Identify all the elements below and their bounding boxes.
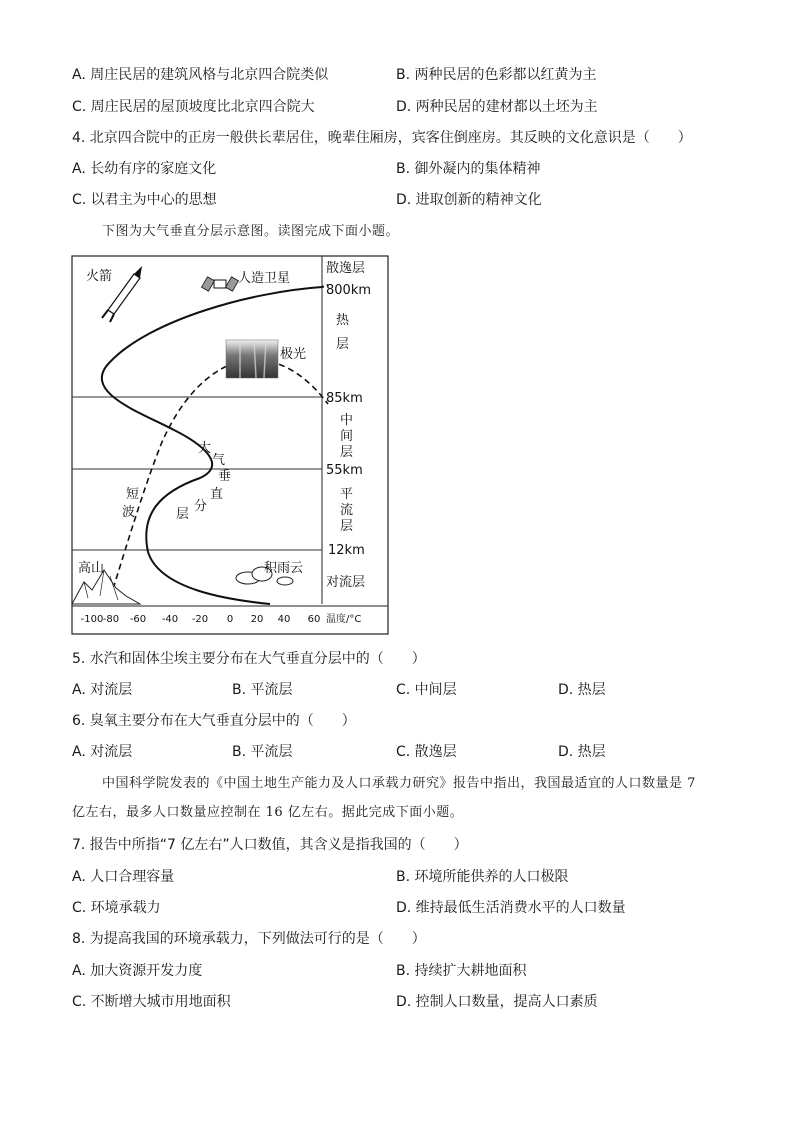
q8-stem: 8. 为提高我国的环境承载力，下列做法可行的是（ ）: [72, 931, 426, 947]
aurora-label: 极光: [280, 347, 307, 362]
svg-text:-60: -60: [129, 614, 147, 625]
mesosphere-label-2: 间: [340, 429, 354, 444]
stratosphere-label-3: 层: [340, 519, 354, 534]
troposphere-label: 对流层: [326, 575, 366, 590]
q4-option-c: C. 以君主为中心的思想: [72, 192, 217, 208]
mesosphere-label-3: 层: [340, 445, 354, 460]
passage-line-1: 中国科学院发表的《中国土地生产能力及人口承载力研究》报告中指出，我国最适宜的人口数量是 7: [102, 776, 696, 791]
figure-intro: 下图为大气垂直分层示意图。读图完成下面小题。: [102, 224, 400, 239]
q6-option-a: A. 对流层: [72, 744, 133, 760]
satellite-label: 人造卫星: [238, 271, 291, 286]
q5-option-a: A. 对流层: [72, 682, 133, 698]
svg-text:气: 气: [212, 453, 226, 468]
svg-text:-20: -20: [191, 614, 209, 625]
svg-text:40: 40: [277, 614, 291, 625]
svg-text:直: 直: [210, 487, 224, 502]
q7-option-a: A. 人口合理容量: [72, 869, 175, 885]
q7-option-c: C. 环境承载力: [72, 900, 161, 916]
exosphere-label: 散逸层: [326, 261, 366, 276]
mesosphere-label-1: 中: [340, 413, 354, 428]
rocket-label: 火箭: [86, 269, 113, 284]
q5-option-c: C. 中间层: [396, 682, 457, 698]
q3-option-a: A. 周庄民居的建筑风格与北京四合院类似: [72, 67, 329, 83]
q6-stem: 6. 臭氧主要分布在大气垂直分层中的（ ）: [72, 713, 356, 729]
q8-option-b: B. 持续扩大耕地面积: [396, 963, 527, 979]
stratosphere-label-2: 流: [340, 503, 354, 518]
svg-text:垂: 垂: [218, 469, 232, 484]
shortwave-label-2: 波: [122, 505, 136, 520]
q6-option-b: B. 平流层: [232, 744, 293, 760]
curve-label: [176, 440, 231, 522]
aurora-image: [226, 340, 278, 378]
q3-option-b: B. 两种民居的色彩都以红黄为主: [396, 67, 597, 83]
q5-options: [72, 680, 752, 700]
thermosphere-label-2: 层: [336, 337, 350, 352]
q7-option-b: B. 环境所能供养的人口极限: [396, 869, 569, 885]
q4-option-d: D. 进取创新的精神文化: [396, 192, 542, 208]
height-800km: 800km: [326, 283, 372, 298]
q6-option-c: C. 散逸层: [396, 744, 457, 760]
q3-option-d: D. 两种民居的建材都以土坯为主: [396, 99, 598, 115]
svg-text:20: 20: [250, 614, 264, 625]
q8-option-d: D. 控制人口数量，提高人口素质: [396, 994, 598, 1010]
q5-option-b: B. 平流层: [232, 682, 293, 698]
q8-option-c: C. 不断增大城市用地面积: [72, 994, 231, 1010]
svg-text:-80: -80: [102, 614, 120, 625]
q7-option-d: D. 维持最低生活消费水平的人口数量: [396, 900, 626, 916]
svg-text:-40: -40: [161, 614, 179, 625]
height-55km: 55km: [326, 463, 363, 478]
q6-option-d: D. 热层: [558, 744, 606, 760]
q4-option-b: B. 御外凝内的集体精神: [396, 161, 541, 177]
temperature-curve: [102, 287, 322, 604]
cloud-label: 积雨云: [264, 561, 304, 576]
stratosphere-label-1: 平: [340, 487, 354, 502]
q4-option-a: A. 长幼有序的家庭文化: [72, 161, 217, 177]
svg-text:层: 层: [176, 507, 190, 522]
q7-stem: 7. 报告中所指“7 亿左右”人口数值，其含义是指我国的（ ）: [72, 837, 468, 853]
q3-option-c: C. 周庄民居的屋顶坡度比北京四合院大: [72, 99, 315, 115]
thermosphere-label-1: 热: [336, 313, 350, 328]
svg-text:60: 60: [307, 614, 321, 625]
height-85km: 85km: [326, 391, 363, 406]
svg-text:分: 分: [194, 499, 208, 514]
svg-text:-100: -100: [80, 614, 104, 625]
passage-line-2: 亿左右，最多人口数量应控制在 16 亿左右。据此完成下面小题。: [72, 805, 464, 820]
atmosphere-layers-figure: [70, 252, 390, 636]
shortwave-label-1: 短: [126, 487, 140, 502]
axis-ticks: [81, 614, 321, 625]
q8-option-a: A. 加大资源开发力度: [72, 963, 203, 979]
height-12km: 12km: [328, 543, 365, 558]
satellite-icon: [202, 277, 239, 291]
svg-text:大: 大: [198, 441, 212, 456]
q4-stem: 4. 北京四合院中的正房一般供长辈居住，晚辈住厢房，宾客住倒座房。其反映的文化意识是（ ）: [72, 130, 692, 146]
q5-stem: 5. 水汽和固体尘埃主要分布在大气垂直分层中的（ ）: [72, 651, 426, 667]
q5-option-d: D. 热层: [558, 682, 606, 698]
axis-label: 温度/°C: [326, 614, 362, 625]
mountain-label: 高山: [78, 561, 105, 576]
q6-options: [72, 742, 752, 762]
svg-text:0: 0: [226, 614, 234, 625]
